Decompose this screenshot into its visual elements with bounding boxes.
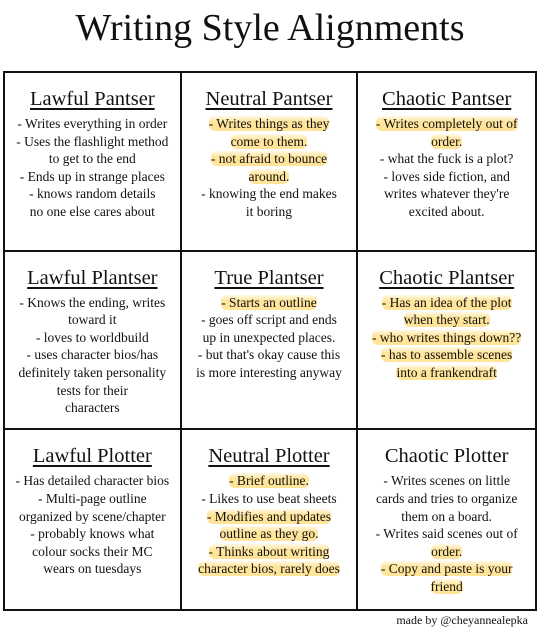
cell-lines [362, 472, 531, 595]
cell-line-text: into a frankendraft [396, 365, 497, 381]
cell-line-text: definitely taken personality [18, 365, 167, 381]
cell-line-text: order. [431, 543, 463, 559]
cell-line-text: is more interesting anyway [196, 365, 342, 381]
alignment-grid [3, 71, 537, 611]
cell-line-text: when they start. [403, 312, 490, 328]
cell-line-text: - what the fuck is a plot? [379, 151, 514, 167]
alignment-cell [5, 252, 182, 431]
cell-line-text: - knowing the end makes [201, 186, 337, 202]
alignment-cell [182, 430, 359, 609]
cell-line-text: - Copy and paste is your [380, 561, 513, 577]
cell-line-text: - Uses the flashlight method [16, 133, 169, 149]
cell-line-text: - probably knows what [30, 526, 155, 542]
cell-line-text: - Writes said scenes out of [375, 526, 518, 542]
cell-line-text: - Multi-page outline [37, 490, 147, 506]
alignment-cell [5, 73, 182, 252]
cell-line-text: friend [430, 578, 463, 594]
cell-lines [9, 472, 176, 578]
cell-line-text: - loves side fiction, and [383, 168, 510, 184]
cell-line-text: organized by scene/chapter [18, 508, 166, 524]
cell-line-text: wears on tuesdays [43, 561, 142, 577]
cell-line-text: - has to assemble scenes [381, 347, 513, 363]
credit-text: made by @cheyannealepka [396, 613, 528, 627]
cell-title: Lawful Pantser [29, 88, 155, 110]
cell-line-text: - Writes completely out of [375, 116, 518, 131]
cell-line-text: them on a board. [401, 508, 493, 524]
cell-line-text: no one else cares about [29, 203, 155, 219]
cell-line-text: - Brief outline. [229, 473, 309, 489]
cell-line-text: - uses character bios/has [26, 347, 159, 363]
cell-line-text: outline as they go. [219, 526, 319, 542]
cell-line-text: order. [431, 133, 463, 149]
cell-line-text: - Ends up in strange places [19, 168, 165, 184]
cell-line-text: character bios, rarely does [198, 561, 340, 577]
cell-line-text: to get to the end [48, 151, 136, 167]
cell-title: True Plantser [214, 266, 324, 289]
cell-line-text: characters [64, 400, 120, 416]
cell-line-text: - Starts an outline [221, 294, 317, 310]
cell-line-text: - Writes things as they [208, 116, 330, 131]
cell-line-text: it boring [245, 203, 293, 219]
cell-line-text: - but that's okay cause this [197, 347, 341, 363]
cell-title: Lawful Plantser [27, 266, 158, 289]
cell-line-text: excited about. [408, 203, 485, 219]
cell-lines [186, 115, 353, 221]
cell-line-text: - Writes everything in order [17, 116, 168, 131]
alignment-cell [358, 430, 535, 609]
alignment-cell [358, 252, 535, 431]
cell-title: Chaotic Pantser [382, 88, 512, 110]
cell-lines [186, 472, 353, 578]
cell-line-text: tests for their [56, 382, 128, 398]
cell-lines [9, 294, 176, 417]
cell-title: Neutral Pantser [205, 88, 333, 110]
cell-line-text: - Knows the ending, writes [19, 294, 166, 310]
cell-line-text: - goes off script and ends [201, 312, 337, 328]
cell-line-text: up in unexpected places. [202, 329, 336, 345]
page-title: Writing Style Alignments [75, 7, 465, 49]
alignment-cell [358, 73, 535, 252]
cell-line-text: writes whatever they're [383, 186, 510, 202]
cell-line-text: - loves to worldbuild [35, 329, 149, 345]
alignment-cell [182, 252, 359, 431]
cell-line-text: - Thinks about writing [208, 543, 330, 559]
cell-line-text: toward it [68, 312, 117, 328]
cell-line-text: - Has an idea of the plot [381, 294, 512, 310]
cell-title: Lawful Plotter [32, 445, 152, 468]
cell-line-text: - Modifies and updates [206, 508, 332, 524]
cell-line-text: - knows random details [29, 186, 156, 202]
cell-lines [186, 294, 353, 382]
cell-lines [362, 115, 531, 221]
cell-line-text: - who writes things down?? [372, 329, 522, 345]
cell-line-text: - Has detailed character bios [15, 473, 170, 489]
cell-title: Neutral Plotter [208, 445, 330, 468]
cell-line-text: around. [248, 168, 290, 184]
cell-line-text: colour socks their MC [32, 543, 153, 559]
cell-line-text: - not afraid to bounce [210, 151, 328, 167]
cell-line-text: - Writes scenes on little [383, 473, 510, 489]
cell-line-text: - Likes to use beat sheets [201, 490, 337, 506]
cell-lines [9, 115, 176, 221]
cell-lines [362, 294, 531, 382]
alignment-cell [182, 73, 359, 252]
alignment-cell [5, 430, 182, 609]
cell-title: Chaotic Plotter [384, 445, 509, 468]
cell-title: Chaotic Plantser [379, 266, 515, 289]
cell-line-text: cards and tries to organize [375, 490, 518, 506]
cell-line-text: come to them. [230, 133, 308, 149]
